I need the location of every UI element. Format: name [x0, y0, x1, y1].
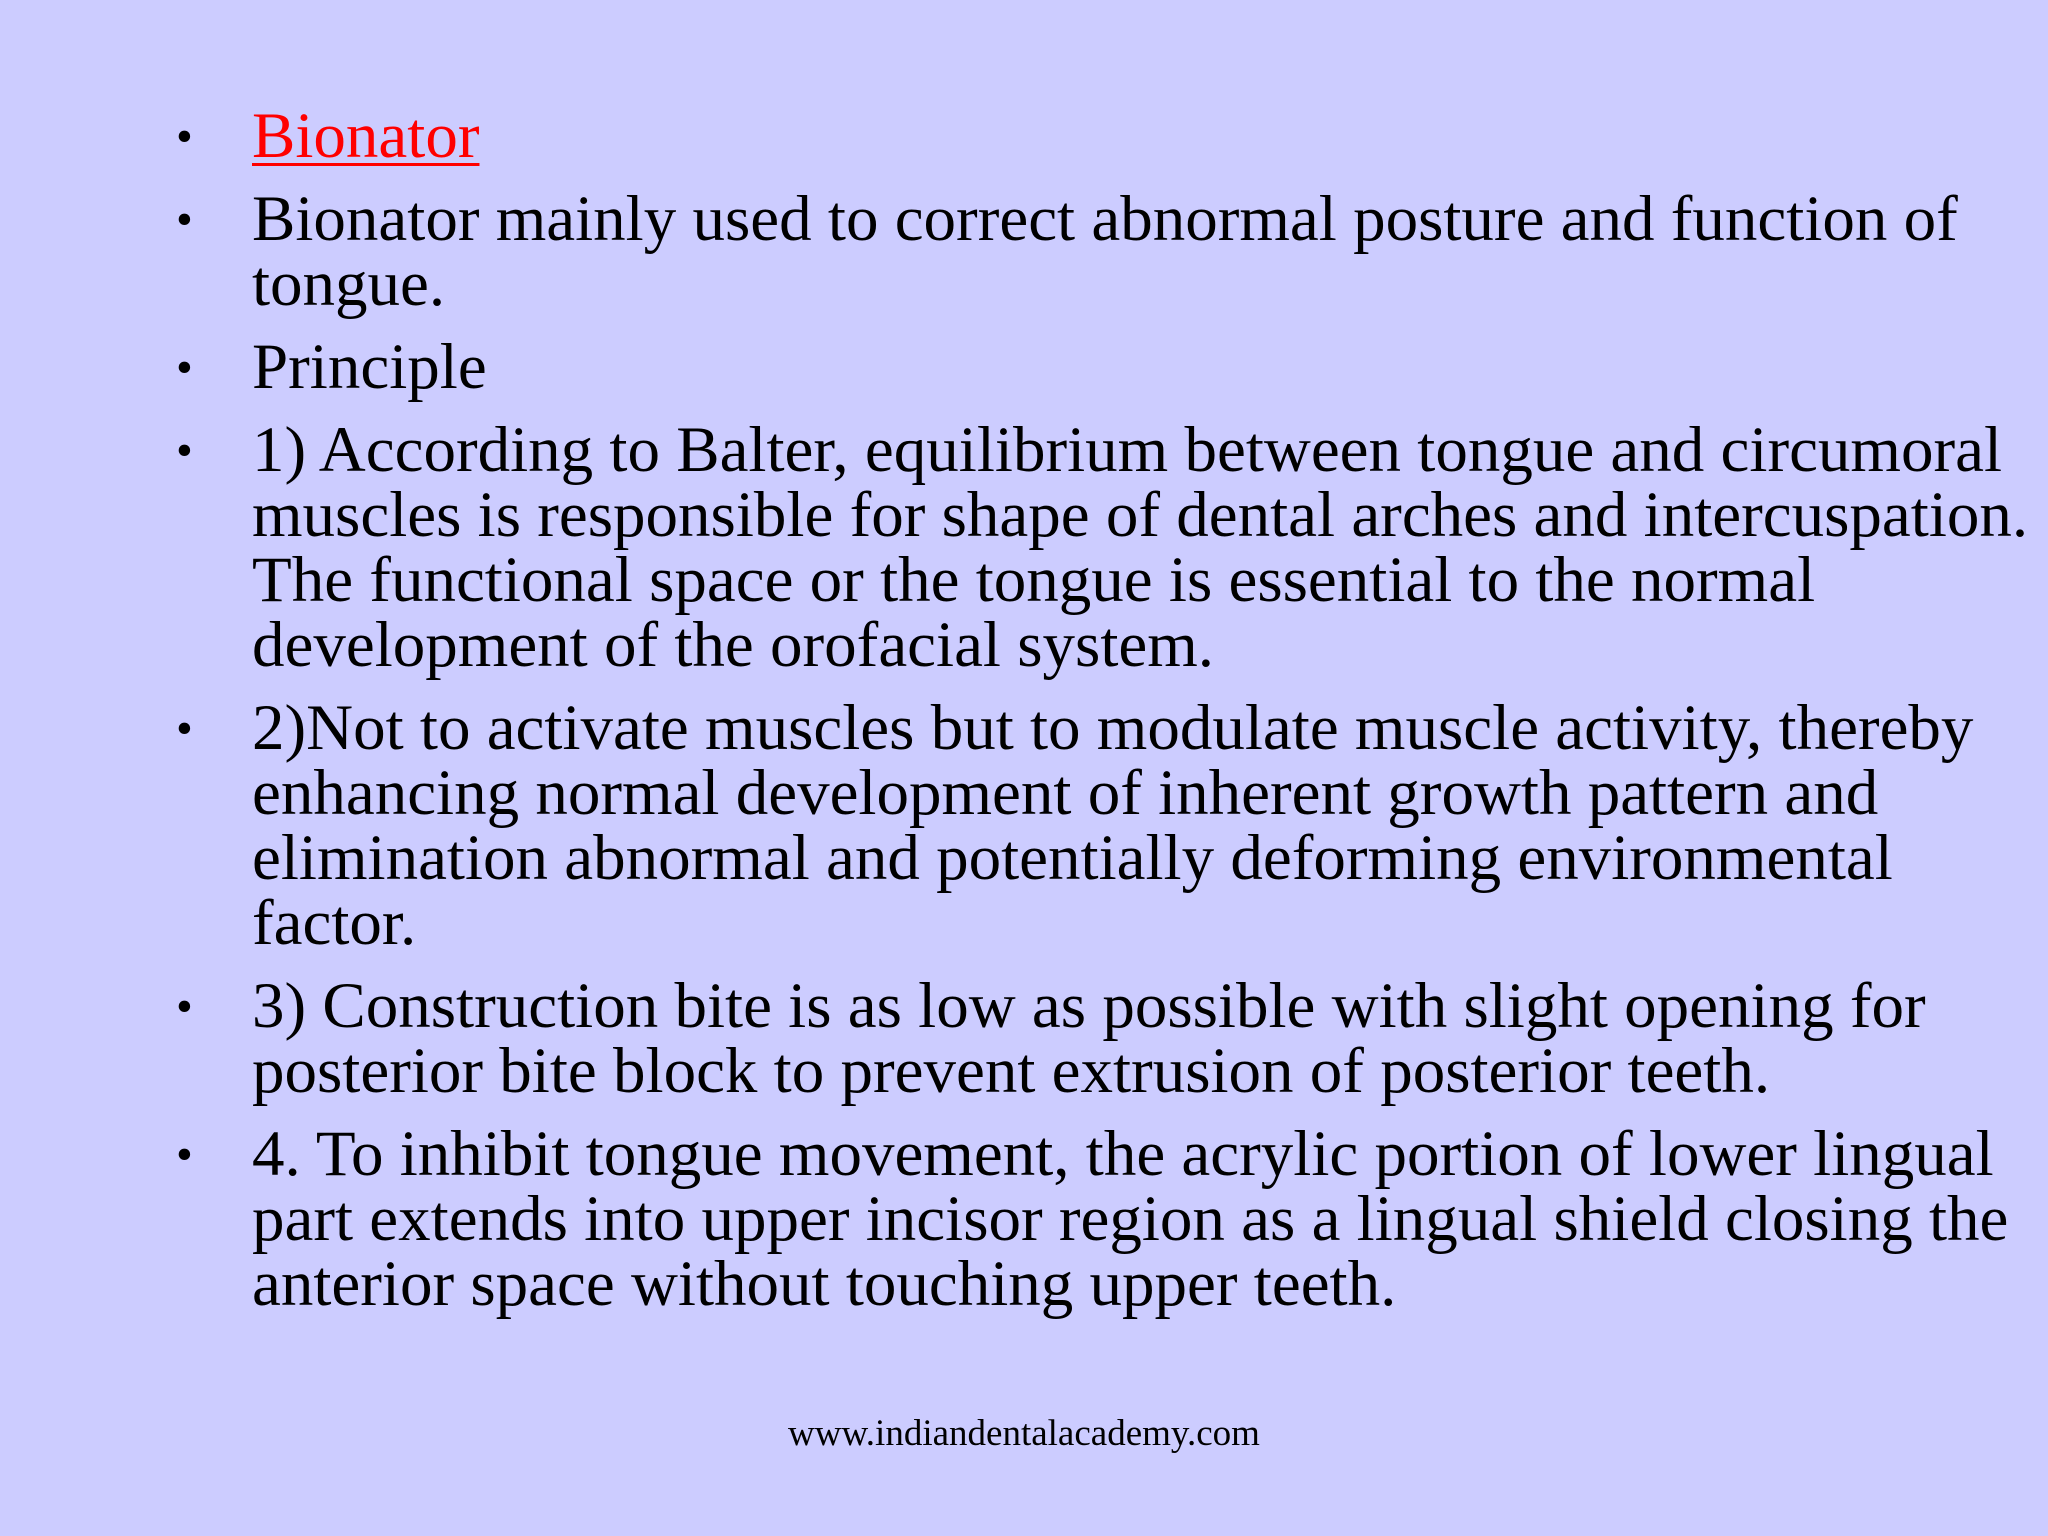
footer-url: www.indiandentalacademy.com: [788, 1413, 1260, 1454]
bullet-icon: •: [176, 980, 193, 1033]
bullet-icon: •: [176, 424, 193, 477]
bullet-item: [172, 331, 2032, 403]
bullet-icon: •: [176, 110, 193, 163]
bullet-text: 1) According to Balter, equilibrium between tongue and circumoral muscles is responsible for shape of dental arches and intercuspation. The functional space or the tongue is essential to the normal development of the orofacial system.: [252, 414, 2029, 681]
bullet-icon: •: [176, 341, 193, 394]
bullet-icon: •: [176, 702, 193, 755]
bullet-item: [172, 970, 2032, 1107]
bullet-item-title: [172, 100, 2032, 172]
bullet-icon: •: [176, 193, 193, 246]
bullet-icon: •: [176, 1128, 193, 1181]
bullet-text: Principle: [252, 331, 487, 403]
bullet-text: Bionator mainly used to correct abnormal posture and function of tongue.: [252, 183, 1958, 320]
bullet-item: [172, 183, 2032, 320]
bullet-text: 3) Construction bite is as low as possible with slight opening for posterior bite block to prevent extrusion of posterior teeth.: [252, 970, 1926, 1107]
bullet-item: [172, 414, 2032, 681]
bullet-list: [172, 100, 2032, 1335]
bullet-text: 4. To inhibit tongue movement, the acrylic portion of lower lingual part extends into upper incisor region as a lingual shield closing the anterior space without touching upper teeth.: [252, 1118, 2009, 1320]
bullet-item: [172, 1118, 2032, 1320]
bullet-item: [172, 692, 2032, 959]
slide-title: Bionator: [252, 100, 480, 172]
bullet-text: 2)Not to activate muscles but to modulate muscle activity, thereby enhancing normal development of inherent growth pattern and elimination abnormal and potentially deforming environmental factor.: [252, 692, 1974, 959]
